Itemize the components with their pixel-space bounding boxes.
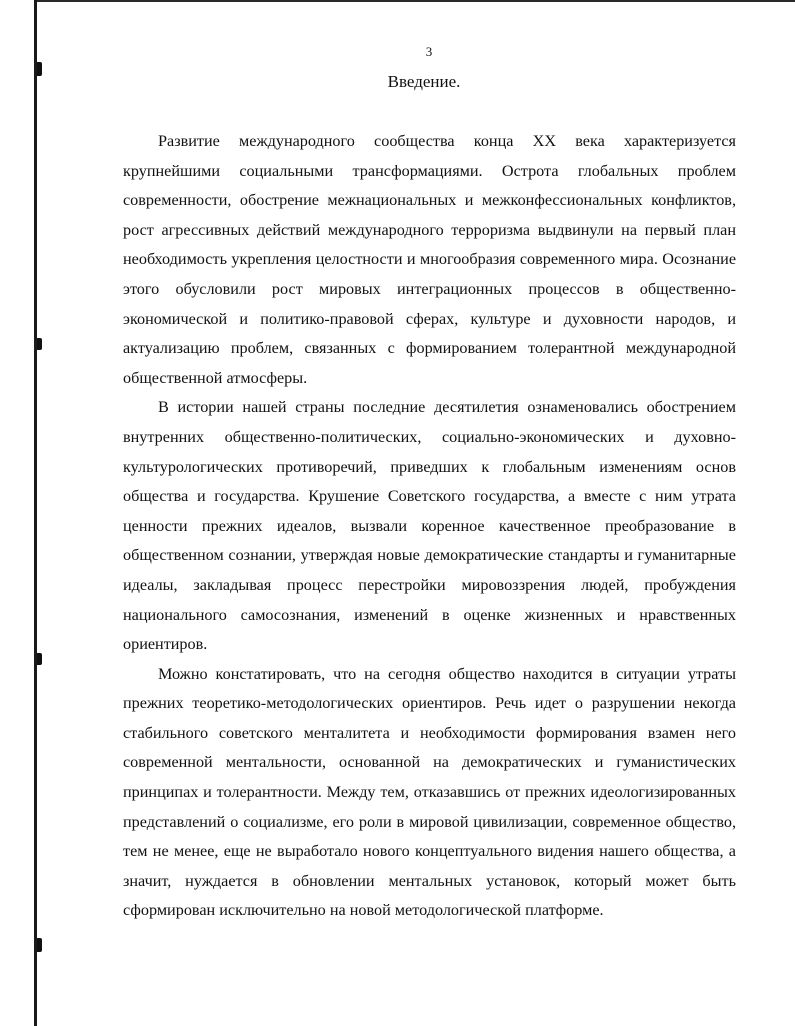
document-body (123, 127, 736, 926)
page-number: 3 (425, 44, 433, 59)
scan-border-left (34, 0, 37, 1026)
scan-border-top (34, 0, 795, 2)
paragraph: Развитие международного сообщества конца XX века характеризуется крупнейшими социальными трансформациями. Острота глобальных проблем современности, обострение межнациональных и межконфессиональных конфликтов, рост агрессивных действий международного терроризма выдвинули на первый план необходимость укрепления целостности и многообразия современного мира. Осознание этого обусловили рост мировых интеграционных процессов в общественно-экономической и политико-правовой сферах, культуре и духовности народов, и актуализацию проблем, связанных с формированием толерантной международной общественной атмосферы. (123, 132, 736, 387)
paragraph: Можно констатировать, что на сегодня общество находится в ситуации утраты прежних теоретико-методологических ориентиров. Речь идет о разрушении некогда стабильного советского менталитета и необходимости формирования взамен него современной ментальности, основанной на демократических и гуманистических принципах и толерантности. Между тем, отказавшись от прежних идеологизированных представлений о социализме, его роли в мировой цивилизации, современное общество, тем не менее, еще не выработало нового концептуального видения нашего общества, а значит, нуждается в обновлении ментальных установок, который может быть сформирован исключительно на новой методологической платформе. (123, 664, 736, 920)
scan-mark (37, 338, 42, 350)
page-title: Введение. (387, 72, 461, 91)
scan-mark (37, 938, 42, 952)
scan-mark (37, 653, 42, 665)
paragraph: В истории нашей страны последние десятилетия ознаменовались обострением внутренних общественно-политических, социально-экономических и духовно-культурологических противоречий, приведших к глобальным изменениям основ общества и государства. Крушение Советского государства, а вместе с ним утрата ценности прежних идеалов, вызвали коренное качественное преобразование в общественном сознании, утверждая новые демократические стандарты и гуманитарные идеалы, закладывая процесс перестройки мировоззрения людей, пробуждения национального самосознания, изменений в оценке жизненных и нравственных ориентиров. (123, 398, 736, 654)
